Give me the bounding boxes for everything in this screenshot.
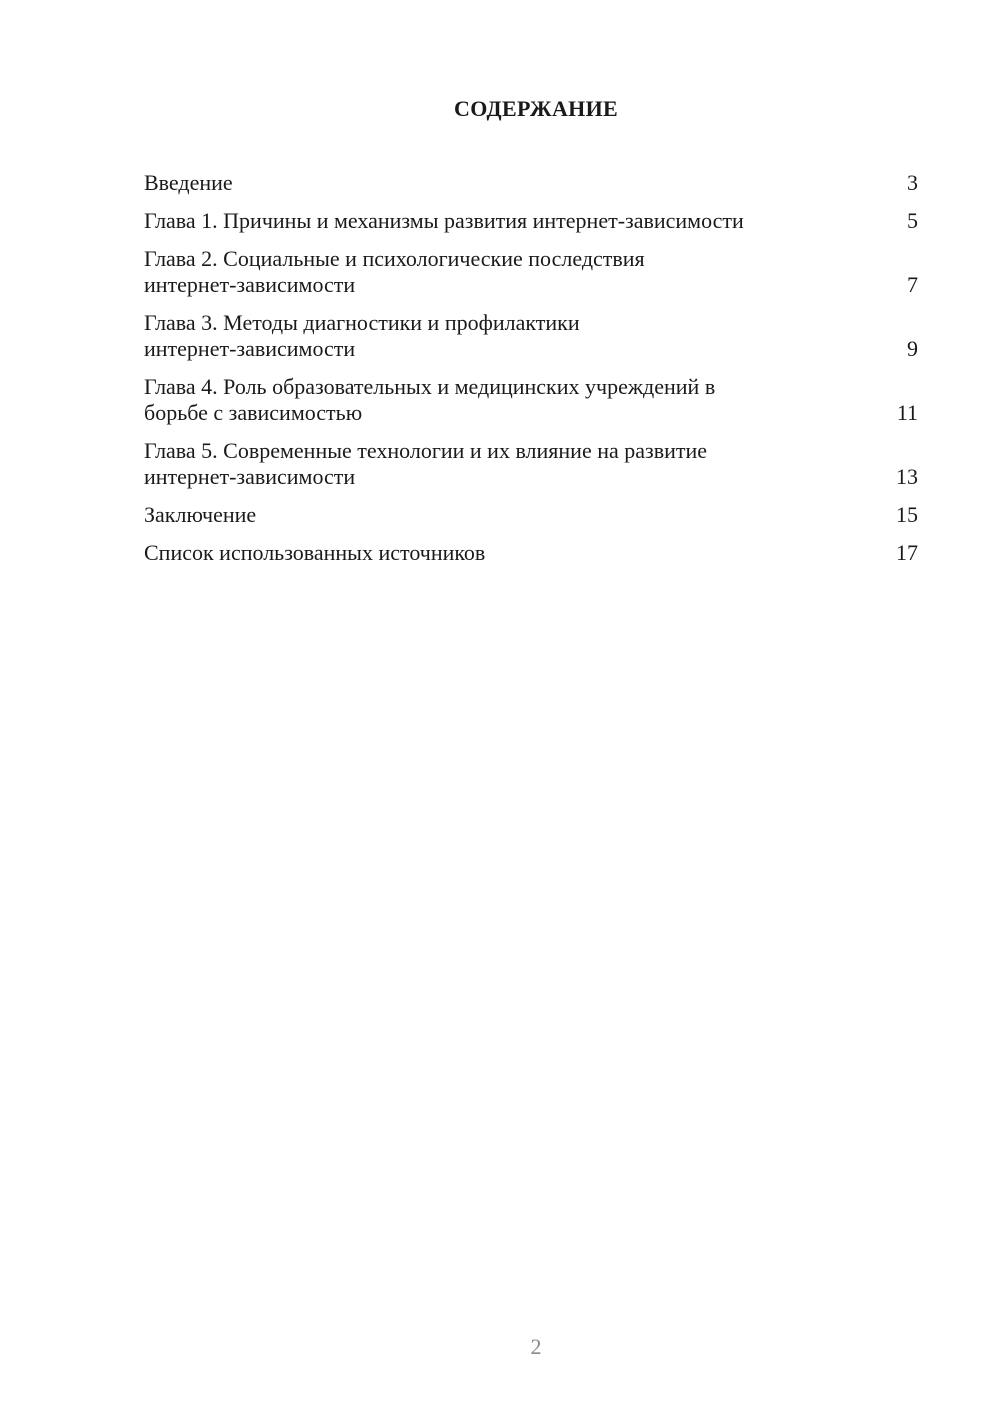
toc-entry-label: Глава 1. Причины и механизмы развития интернет-зависимости xyxy=(144,208,744,233)
toc-entry-label: Заключение xyxy=(144,502,257,527)
toc-entry-page: 5 xyxy=(907,208,918,233)
toc-entry-label: Список использованных источников xyxy=(144,540,486,565)
toc-entry-chapter-2[interactable] xyxy=(144,246,918,298)
toc-entry-chapter-1[interactable] xyxy=(144,208,918,234)
toc-title: СОДЕРЖАНИЕ xyxy=(454,96,618,121)
toc-entry-label: Глава 2. Социальные и психологические последствия интернет-зависимости xyxy=(144,246,645,297)
table-of-contents xyxy=(144,170,918,578)
toc-entry-chapter-3[interactable] xyxy=(144,310,918,362)
toc-entry-label: Введение xyxy=(144,170,233,195)
toc-entry-label: Глава 5. Современные технологии и их влияние на развитие интернет-зависимости xyxy=(144,438,708,489)
toc-entry-page: 13 xyxy=(896,464,918,489)
page-number: 2 xyxy=(530,1334,542,1359)
toc-entry-conclusion[interactable] xyxy=(144,502,918,528)
toc-entry-page: 11 xyxy=(896,400,918,425)
toc-entry-page: 17 xyxy=(896,540,918,565)
toc-entry-chapter-4[interactable] xyxy=(144,374,918,426)
toc-entry-page: 7 xyxy=(907,272,918,297)
toc-entry-introduction[interactable] xyxy=(144,170,918,196)
toc-entry-label: Глава 4. Роль образовательных и медицинских учреждений в борьбе с зависимостью xyxy=(144,374,716,425)
toc-entry-page: 3 xyxy=(907,170,918,195)
toc-entry-page: 9 xyxy=(907,336,918,361)
toc-entry-chapter-5[interactable] xyxy=(144,438,918,490)
toc-entry-references[interactable] xyxy=(144,540,918,566)
toc-entry-page: 15 xyxy=(896,502,918,527)
toc-entry-label: Глава 3. Методы диагностики и профилактики интернет-зависимости xyxy=(144,310,580,361)
